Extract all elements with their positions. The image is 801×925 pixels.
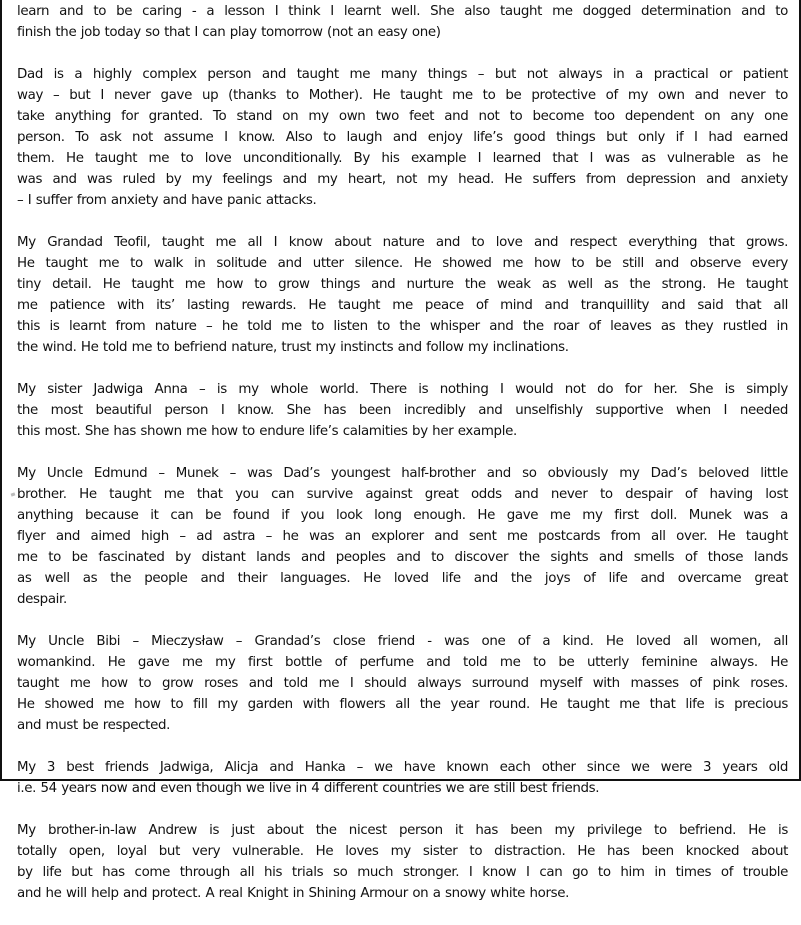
text-line: as well as the people and their languages. He loved life and the joys of life and overcame great [17, 571, 788, 586]
text-line: them. He taught me to love unconditionally. By his example I learned that I was as vulnerable as he [17, 151, 788, 166]
paragraph-dad [17, 64, 788, 211]
text-line: tiny detail. He taught me how to grow things and nurture the weak as well as the strong. He taught [17, 277, 788, 292]
text-line: this most. She has shown me how to endure life’s calamities by her example. [17, 424, 517, 439]
text-line: flyer and aimed high – ad astra – he was an explorer and sent me postcards from all over. He taught [17, 529, 788, 544]
text-line: Dad is a highly complex person and taught me many things – but not always in a practical or patient [17, 67, 788, 82]
paragraph-brother-in-law-andrew [17, 820, 788, 904]
text-line: My 3 best friends Jadwiga, Alicja and Hanka – we have known each other since we were 3 years old [17, 760, 788, 775]
text-line: person. To ask not assume I know. Also to laugh and enjoy life’s good things but only if I had earned [17, 130, 788, 145]
text-line: the most beautiful person I know. She has been incredibly and unselfishly supportive when I needed [17, 403, 788, 418]
text-line: learn and to be caring - a lesson I think I learnt well. She also taught me dogged determination and to [17, 4, 788, 19]
text-line: My sister Jadwiga Anna – is my whole world. There is nothing I would not do for her. She is simply [17, 382, 788, 397]
text-line: and must be respected. [17, 718, 171, 733]
text-line: My Uncle Edmund – Munek – was Dad’s youngest half-brother and so obviously my Dad’s beloved little [17, 466, 788, 481]
text-line: this is learnt from nature – he told me to listen to the whisper and the roar of leaves as they rustled in [17, 319, 788, 334]
text-line: anything because it can be found if you look long enough. He gave me my first doll. Munek was a [17, 508, 788, 523]
paragraph-best-friends [17, 757, 788, 799]
text-line: i.e. 54 years now and even though we live in 4 different countries we are still best friends. [17, 781, 600, 796]
text-line: womankind. He gave me my first bottle of perfume and told me to be utterly feminine always. He [17, 655, 788, 670]
text-line: My Uncle Bibi – Mieczysław – Grandad’s close friend - was one of a kind. He loved all women, all [17, 634, 788, 649]
paragraph-grandad-teofil [17, 232, 788, 358]
text-line: finish the job today so that I can play tomorrow (not an easy one) [17, 25, 441, 40]
text-line: taught me how to grow roses and told me I should always surround myself with masses of pink roses. [17, 676, 788, 691]
text-line: – I suffer from anxiety and have panic attacks. [17, 193, 317, 208]
text-line: He taught me to walk in solitude and utter silence. He showed me how to be still and observe every [17, 256, 788, 271]
paragraph-mother-continued [17, 1, 788, 43]
text-line: brother. He taught me that you can survive against great odds and never to despair of having lost [17, 487, 788, 502]
text-line: He showed me how to fill my garden with flowers all the year round. He taught me that life is precious [17, 697, 788, 712]
text-line: My Grandad Teofil, taught me all I know about nature and to love and respect everything that grows. [17, 235, 788, 250]
text-line: me to be fascinated by distant lands and peoples and to discover the sights and smells of those lands [17, 550, 788, 565]
paragraph-uncle-edmund [17, 463, 788, 610]
text-line: take anything for granted. To stand on my own two feet and not to become too dependent on any one [17, 109, 788, 124]
text-line: totally open, loyal but very vulnerable. He loves my sister to distraction. He has been knocked about [17, 844, 788, 859]
paragraph-uncle-bibi [17, 631, 788, 736]
text-line: was and was ruled by my feelings and my heart, not my head. He suffers from depression and anxiety [17, 172, 788, 187]
text-line: the wind. He told me to befriend nature, trust my instincts and follow my inclinations. [17, 340, 569, 355]
text-line: me patience with its’ lasting rewards. He taught me peace of mind and tranquillity and said that all [17, 298, 788, 313]
paragraph-sister-jadwiga-anna [17, 379, 788, 442]
text-line: and he will help and protect. A real Knight in Shining Armour on a snowy white horse. [17, 886, 570, 901]
text-line: despair. [17, 592, 67, 607]
text-line: by life but has come through all his trials so much stronger. I know I can go to him in times of trouble [17, 865, 788, 880]
text-line: way – but I never gave up (thanks to Mother). He taught me to be protective of my own and never to [17, 88, 788, 103]
document-body [17, 1, 788, 925]
text-line: My brother-in-law Andrew is just about the nicest person it has been my privilege to befriend. He is [17, 823, 788, 838]
scan-artifact [11, 492, 16, 496]
